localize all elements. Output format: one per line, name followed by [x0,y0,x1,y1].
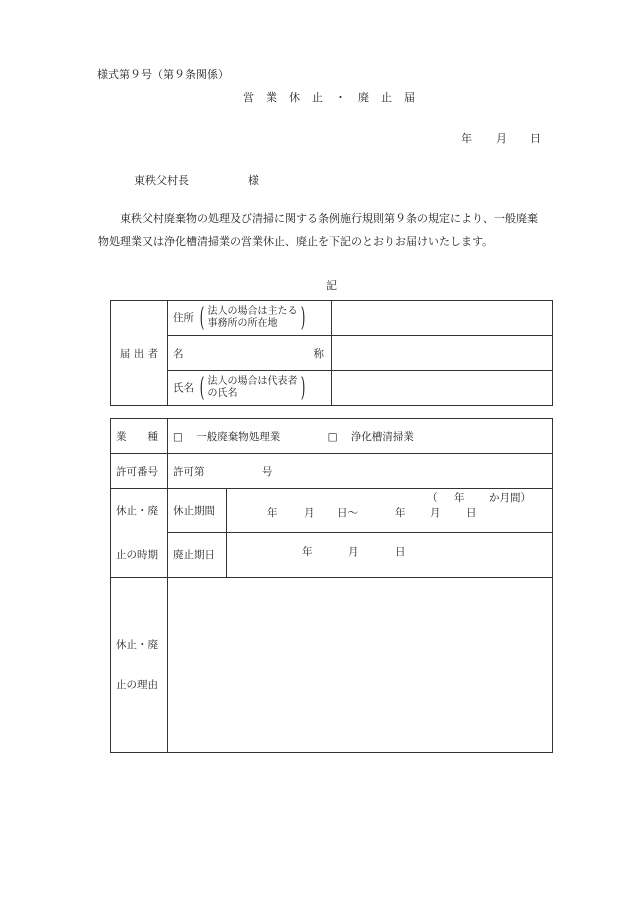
reason-label-line-2: 止の理由 [116,679,158,691]
months-open-paren: （ [427,492,438,504]
to-month: 月 [430,507,441,519]
address-note [197,305,307,331]
suspension-period-cell[interactable] [227,489,553,533]
date-year-label: 年 [461,132,472,145]
name-label-cell [168,336,332,371]
business-table [110,418,553,753]
period-label-line-1: 休止・廃 [116,505,158,517]
person-input[interactable] [332,371,553,406]
months-count: か月間） [489,492,531,504]
abolition-month: 月 [348,545,359,558]
applicant-table [110,300,553,406]
body-line-2: 物処理業又は浄化槽清掃業の営業休止、廃止を下記のとおりお届けいたします。 [98,235,494,248]
person-note [197,375,307,401]
from-month: 月 [304,507,315,519]
abolition-label: 廃止期日 [168,532,227,577]
option1-checkbox[interactable]: □ [173,430,183,443]
permit-prefix: 許可第 [173,465,205,478]
left-paren-icon: ( [200,373,205,403]
address-note-line-2: 事務所の所在地 [207,318,278,329]
months-year: 年 [454,492,465,504]
address-note-line-1: 法人の場合は主たる [207,306,298,317]
name-label-right: 称 [313,347,324,360]
period-label [111,489,168,578]
name-label-left: 名 [173,347,184,360]
abolition-day: 日 [395,545,406,558]
name-input[interactable] [332,336,553,371]
abolition-year: 年 [302,545,313,558]
to-day: 日 [466,507,477,519]
abolition-date-cell[interactable] [227,532,553,577]
option2-label: 浄化槽清掃業 [350,430,414,443]
addressee-name: 東秩父村長 [134,174,189,187]
person-label-cell [168,371,332,406]
option2-checkbox[interactable]: □ [327,430,338,443]
person-label: 氏名 [173,382,194,394]
permit-label: 許可番号 [111,454,168,489]
to-year: 年 [395,507,406,519]
from-year: 年 [267,507,278,519]
address-input[interactable] [332,301,553,336]
suspension-label: 休止期間 [168,489,227,533]
person-note-line-1: 法人の場合は代表者 [207,376,298,387]
permit-cell[interactable] [168,454,553,489]
reason-label [111,578,168,753]
address-label: 住所 [173,312,194,324]
right-paren-icon: ) [300,303,305,333]
period-label-line-2: 止の時期 [116,549,158,561]
body-line-1: 東秩父村廃棄物の処理及び清掃に関する条例施行規則第９条の規定により、一般廃棄 [120,212,538,225]
permit-suffix: 号 [261,465,273,478]
addressee-honorific: 様 [248,174,259,187]
person-note-line-2: の氏名 [207,388,238,399]
address-label-cell [168,301,332,336]
reason-input[interactable] [168,578,553,753]
option1-label: 一般廃棄物処理業 [196,430,281,443]
applicant-label: 届 出 者 [111,301,168,406]
form-number: 様式第９号（第９条関係） [97,68,229,81]
from-day: 日～ [337,507,358,519]
ki-label: 記 [326,279,337,292]
right-paren-icon: ) [300,373,305,403]
reason-label-line-1: 休止・廃 [116,639,158,651]
date-day-label: 日 [530,132,541,145]
business-type-label: 業 種 [111,419,168,454]
date-month-label: 月 [496,132,507,145]
business-type-cell [168,419,553,454]
form-title: 営 業 休 止 ・ 廃 止 届 [243,91,416,104]
left-paren-icon: ( [200,303,205,333]
